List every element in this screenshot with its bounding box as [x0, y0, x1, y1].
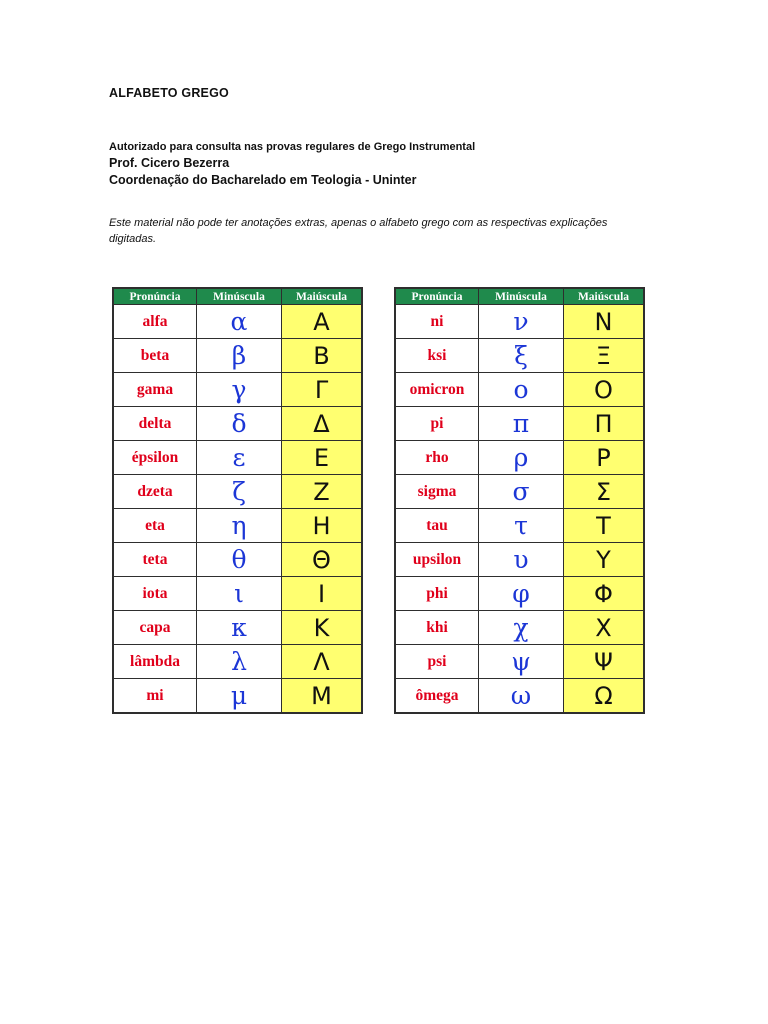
lowercase-letter-cell: ε [197, 441, 282, 475]
lowercase-letter-cell: φ [479, 577, 564, 611]
table-row [113, 543, 362, 577]
lowercase-letter-cell: ω [479, 679, 564, 714]
uppercase-letter-cell: Κ [282, 611, 363, 645]
table-row [395, 407, 644, 441]
table-row [113, 611, 362, 645]
pronunciation-cell: psi [395, 645, 479, 679]
table-row [113, 475, 362, 509]
lowercase-letter-cell: β [197, 339, 282, 373]
pronunciation-cell: tau [395, 509, 479, 543]
lowercase-letter-cell: χ [479, 611, 564, 645]
table-row [113, 577, 362, 611]
header-lowercase: Minúscula [197, 288, 282, 305]
lowercase-letter-cell: τ [479, 509, 564, 543]
authorization-text: Autorizado para consulta nas provas regulares de Grego Instrumental [109, 141, 476, 153]
pronunciation-cell: alfa [113, 305, 197, 339]
pronunciation-cell: gama [113, 373, 197, 407]
lowercase-letter-cell: ξ [479, 339, 564, 373]
uppercase-letter-cell: Α [282, 305, 363, 339]
document-title: ALFABETO GREGO [109, 86, 229, 100]
table-row [395, 577, 644, 611]
lowercase-letter-cell: γ [197, 373, 282, 407]
header-pronunciation: Pronúncia [113, 288, 197, 305]
lowercase-letter-cell: κ [197, 611, 282, 645]
pronunciation-cell: ni [395, 305, 479, 339]
table-body-left [113, 305, 362, 714]
table-row [395, 339, 644, 373]
uppercase-letter-cell: Χ [564, 611, 645, 645]
uppercase-letter-cell: Β [282, 339, 363, 373]
uppercase-letter-cell: Θ [282, 543, 363, 577]
table-row [113, 407, 362, 441]
pronunciation-cell: omicron [395, 373, 479, 407]
uppercase-letter-cell: Υ [564, 543, 645, 577]
pronunciation-cell: delta [113, 407, 197, 441]
pronunciation-cell: capa [113, 611, 197, 645]
pronunciation-cell: mi [113, 679, 197, 714]
header-lowercase: Minúscula [479, 288, 564, 305]
lowercase-letter-cell: θ [197, 543, 282, 577]
table-row [395, 373, 644, 407]
uppercase-letter-cell: Μ [282, 679, 363, 714]
table-row [395, 543, 644, 577]
uppercase-letter-cell: Ο [564, 373, 645, 407]
table-row [395, 679, 644, 714]
pronunciation-cell: ksi [395, 339, 479, 373]
uppercase-letter-cell: Ε [282, 441, 363, 475]
table-row [113, 339, 362, 373]
pronunciation-cell: dzeta [113, 475, 197, 509]
table-row [395, 611, 644, 645]
uppercase-letter-cell: Ψ [564, 645, 645, 679]
pronunciation-cell: eta [113, 509, 197, 543]
header-uppercase: Maiúscula [282, 288, 363, 305]
table-row [113, 441, 362, 475]
table-header-row [113, 288, 362, 305]
uppercase-letter-cell: Γ [282, 373, 363, 407]
lowercase-letter-cell: λ [197, 645, 282, 679]
pronunciation-cell: phi [395, 577, 479, 611]
uppercase-letter-cell: Η [282, 509, 363, 543]
pronunciation-cell: ômega [395, 679, 479, 714]
header-pronunciation: Pronúncia [395, 288, 479, 305]
table-row [395, 441, 644, 475]
pronunciation-cell: iota [113, 577, 197, 611]
table-row [113, 509, 362, 543]
table-row [395, 475, 644, 509]
uppercase-letter-cell: Ι [282, 577, 363, 611]
uppercase-letter-cell: Ζ [282, 475, 363, 509]
lowercase-letter-cell: ν [479, 305, 564, 339]
uppercase-letter-cell: Σ [564, 475, 645, 509]
lowercase-letter-cell: ψ [479, 645, 564, 679]
table-row [113, 305, 362, 339]
table-header-row [395, 288, 644, 305]
header-uppercase: Maiúscula [564, 288, 645, 305]
uppercase-letter-cell: Δ [282, 407, 363, 441]
pronunciation-cell: épsilon [113, 441, 197, 475]
table-row [113, 679, 362, 714]
lowercase-letter-cell: ι [197, 577, 282, 611]
table-row [113, 645, 362, 679]
uppercase-letter-cell: Ρ [564, 441, 645, 475]
lowercase-letter-cell: υ [479, 543, 564, 577]
table-row [395, 509, 644, 543]
uppercase-letter-cell: Φ [564, 577, 645, 611]
table-body-right [395, 305, 644, 714]
uppercase-letter-cell: Τ [564, 509, 645, 543]
lowercase-letter-cell: η [197, 509, 282, 543]
pronunciation-cell: sigma [395, 475, 479, 509]
table-row [395, 305, 644, 339]
uppercase-letter-cell: Ξ [564, 339, 645, 373]
greek-alphabet-table-left [112, 287, 363, 714]
greek-alphabet-table-right [394, 287, 645, 714]
table-row [395, 645, 644, 679]
uppercase-letter-cell: Λ [282, 645, 363, 679]
lowercase-letter-cell: δ [197, 407, 282, 441]
lowercase-letter-cell: ο [479, 373, 564, 407]
pronunciation-cell: pi [395, 407, 479, 441]
coordination-text: Coordenação do Bacharelado em Teologia - Uninter [109, 173, 417, 187]
pronunciation-cell: lâmbda [113, 645, 197, 679]
lowercase-letter-cell: α [197, 305, 282, 339]
lowercase-letter-cell: μ [197, 679, 282, 714]
pronunciation-cell: khi [395, 611, 479, 645]
usage-note: Este material não pode ter anotações extras, apenas o alfabeto grego com as respectivas explicações digitadas. [109, 217, 608, 245]
pronunciation-cell: beta [113, 339, 197, 373]
pronunciation-cell: upsilon [395, 543, 479, 577]
lowercase-letter-cell: π [479, 407, 564, 441]
lowercase-letter-cell: σ [479, 475, 564, 509]
professor-name: Prof. Cicero Bezerra [109, 156, 230, 170]
lowercase-letter-cell: ρ [479, 441, 564, 475]
pronunciation-cell: rho [395, 441, 479, 475]
pronunciation-cell: teta [113, 543, 197, 577]
uppercase-letter-cell: Ω [564, 679, 645, 714]
uppercase-letter-cell: Ν [564, 305, 645, 339]
table-row [113, 373, 362, 407]
uppercase-letter-cell: Π [564, 407, 645, 441]
lowercase-letter-cell: ζ [197, 475, 282, 509]
